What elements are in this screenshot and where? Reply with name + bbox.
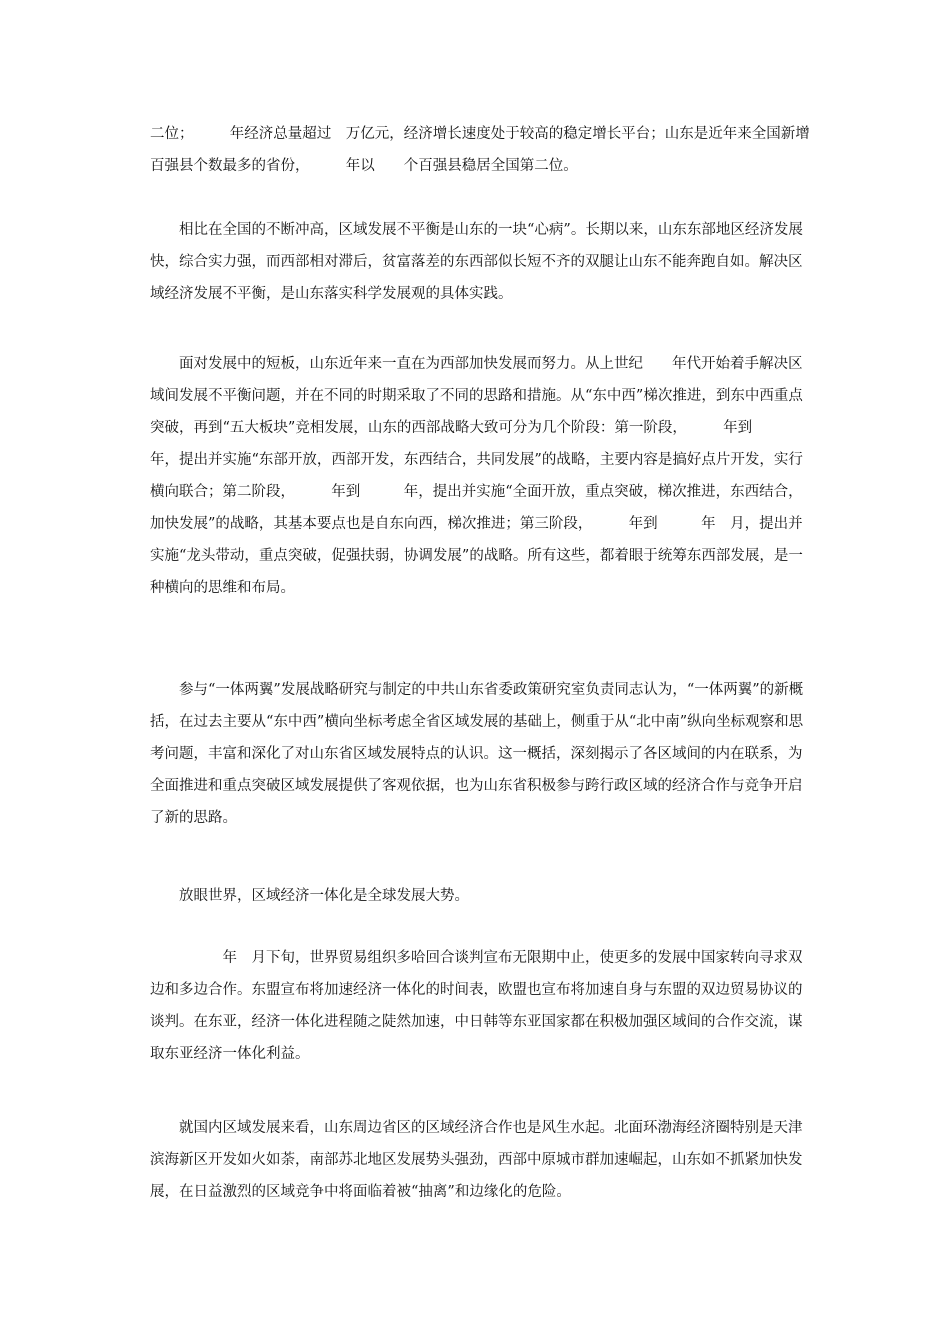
paragraph-6: 年 月下旬，世界贸易组织多哈回合谈判宣布无限期中止，使更多的发展中国家转向寻求双边和多边合作。东盟宣布将加速经济一体化的时间表，欧盟也宣布将加速自身与东盟的双边贸易协议的谈判。在东亚，经济一体化进程随之陡然加速，中日韩等东亚国家都在积极加强区域间的合作交流，谋取东亚经济一体化利益。	[150, 950, 803, 1062]
paragraph-1: 二位； 年经济总量超过 万亿元，经济增长速度处于较高的稳定增长平台；山东是近年来全国新增百强县个数最多的省份， 年以 个百强县稳居全国第二位。	[150, 126, 810, 174]
paragraph-7: 就国内区域发展来看，山东周边省区的区域经济合作也是风生水起。北面环渤海经济圈特别是天津滨海新区开发如火如荼，南部苏北地区发展势头强劲，西部中原城市群加速崛起，山东如不抓紧加快发展，在日益激烈的区域竞争中将面临着被“抽离”和边缘化的危险。	[150, 1120, 803, 1200]
paragraph-3: 面对发展中的短板，山东近年来一直在为西部加快发展而努力。从上世纪 年代开始着手解决区域间发展不平衡问题，并在不同的时期采取了不同的思路和措施。从“东中西”梯次推进，到东中西重点突破，再到“五大板块”竞相发展，山东的西部战略大致可分为几个阶段：第一阶段， 年到 年，提出并实施“东部开放，西部开发，东西结合，共同发展”的战略，主要内容是搞好点片开发，实行横向联合；第二阶段， 年到 年，提出并实施“全面开放，重点突破，梯次推进，东西结合，加快发展”的战略，其基本要点也是自东向西，梯次推进；第三阶段， 年到 年 月，提出并实施“龙头带动，重点突破，促强扶弱，协调发展”的战略。所有这些，都着眼于统筹东西部发展，是一种横向的思维和布局。	[150, 356, 803, 596]
paragraph-4: 参与“一体两翼”发展战略研究与制定的中共山东省委政策研究室负责同志认为，“一体两翼”的新概括，在过去主要从“东中西”横向坐标考虑全省区域发展的基础上，侧重于从“北中南”纵向坐标观察和思考问题，丰富和深化了对山东省区域发展特点的认识。这一概括，深刻揭示了各区域间的内在联系，为全面推进和重点突破区域发展提供了客观依据，也为山东省积极参与跨行政区域的经济合作与竞争开启了新的思路。	[150, 682, 804, 826]
paragraph-5: 放眼世界，区域经济一体化是全球发展大势。	[150, 888, 469, 904]
paragraph-2: 相比在全国的不断冲高，区域发展不平衡是山东的一块“心病”。长期以来，山东东部地区经济发展快，综合实力强，而西部相对滞后，贫富落差的东西部似长短不齐的双腿让山东不能奔跑自如。解决区域经济发展不平衡，是山东落实科学发展观的具体实践。	[150, 222, 803, 302]
